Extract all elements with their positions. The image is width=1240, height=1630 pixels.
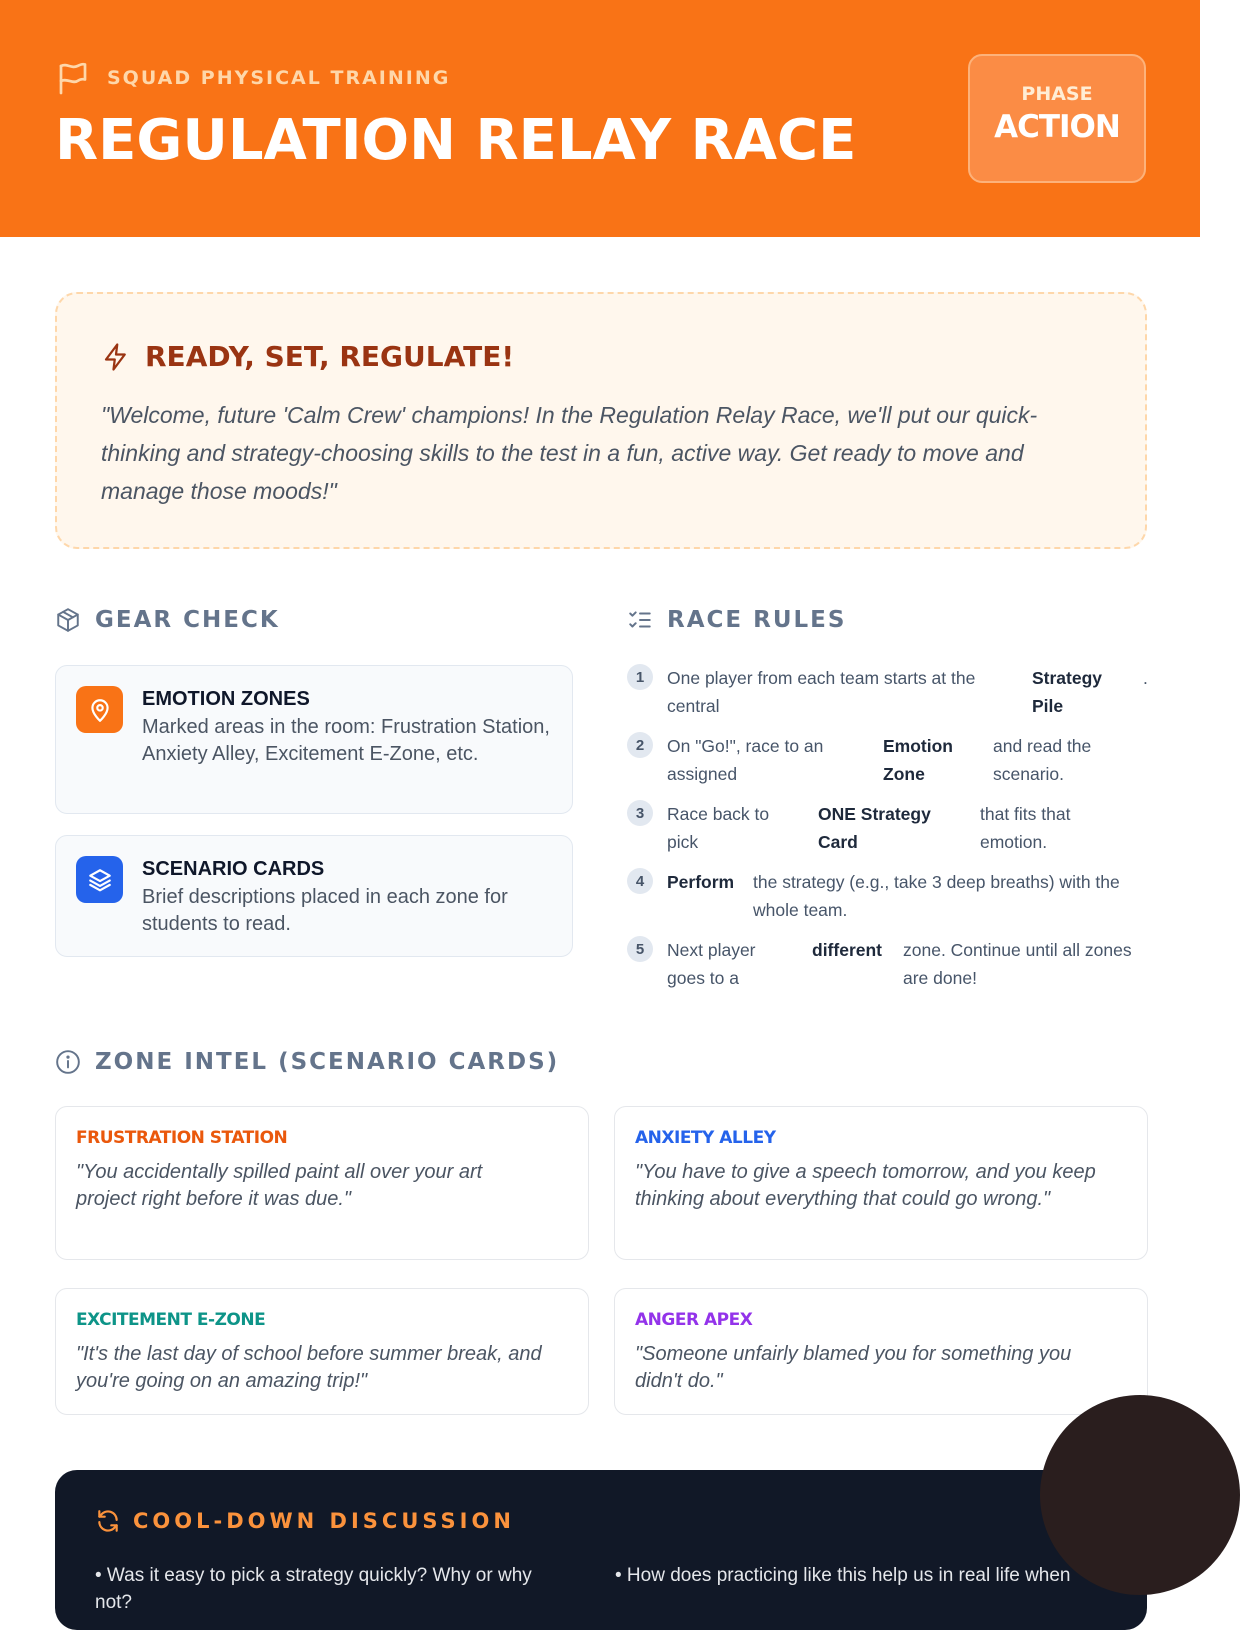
layers-icon xyxy=(87,867,113,893)
discussion-question: • How does practicing like this help us in real life when xyxy=(615,1565,1071,1586)
rule-text: the strategy (e.g., take 3 deep breaths) with the whole team. xyxy=(753,872,1120,920)
lightning-icon xyxy=(101,342,131,372)
flag-icon xyxy=(55,60,91,96)
rule-text: Race back to pick xyxy=(667,804,770,852)
rule-emphasis: Strategy Pile xyxy=(1032,668,1103,716)
rule-text: that fits that emotion. xyxy=(980,804,1071,852)
rule-emphasis: Emotion Zone xyxy=(883,736,953,784)
rule-emphasis: Perform xyxy=(667,872,735,892)
zone-quote: "Someone unfairly blamed you for something you didn't do." xyxy=(635,1343,1072,1392)
gear-name: SCENARIO CARDS xyxy=(142,858,325,880)
zone-quote: "You have to give a speech tomorrow, and you keep thinking about everything that could go wrong." xyxy=(635,1161,1096,1210)
zone-card-anxiety-alley xyxy=(614,1106,1148,1260)
rule-number: 2 xyxy=(627,732,653,758)
zone-card-anger-apex xyxy=(614,1288,1148,1415)
rule-text: . xyxy=(1143,668,1148,688)
rule-number: 4 xyxy=(627,868,653,894)
cool-down-heading xyxy=(95,1508,515,1534)
rule-item xyxy=(627,868,1147,928)
zone-name: FRUSTRATION STATION xyxy=(76,1128,288,1148)
intro-callout xyxy=(55,292,1147,549)
map-pin-icon xyxy=(87,697,113,723)
rule-text: Next player goes to a xyxy=(667,940,756,988)
package-icon xyxy=(55,607,81,633)
phase-badge xyxy=(968,54,1146,183)
gear-card-emotion-zones xyxy=(55,665,573,814)
rule-text: On "Go!", race to an assigned xyxy=(667,736,824,784)
zone-intel-heading xyxy=(55,1049,559,1075)
rule-item xyxy=(627,800,1147,860)
rule-number: 3 xyxy=(627,800,653,826)
info-icon xyxy=(55,1049,81,1075)
zone-quote: "You accidentally spilled paint all over your art project right before it was due." xyxy=(76,1161,483,1210)
rule-item xyxy=(627,732,1147,792)
rule-item xyxy=(627,936,1147,996)
race-rules-heading xyxy=(627,607,846,633)
rule-text: zone. Continue until all zones are done! xyxy=(903,940,1132,988)
zone-quote: "It's the last day of school before summer break, and you're going on an amazing trip!" xyxy=(76,1343,542,1392)
phase-value: ACTION xyxy=(994,109,1120,145)
rule-emphasis: different xyxy=(812,940,882,960)
zone-card-frustration-station xyxy=(55,1106,589,1260)
rule-text: One player from each team starts at the central xyxy=(667,668,976,716)
gear-check-title: GEAR CHECK xyxy=(95,607,280,633)
rule-emphasis: ONE Strategy Card xyxy=(818,804,931,852)
phase-label: PHASE xyxy=(1021,83,1093,105)
rule-text: and read the scenario. xyxy=(993,736,1092,784)
race-rules-title: RACE RULES xyxy=(667,607,847,633)
intro-heading xyxy=(101,340,514,373)
cool-down-title: COOL-DOWN DISCUSSION xyxy=(133,1509,515,1533)
zone-name: ANGER APEX xyxy=(635,1310,753,1330)
gear-check-heading xyxy=(55,607,280,633)
zone-intel-title: ZONE INTEL (SCENARIO CARDS) xyxy=(95,1049,560,1075)
gear-desc: Marked areas in the room: Frustration Station, Anxiety Alley, Excitement E-Zone, etc. xyxy=(142,716,550,765)
page-title: REGULATION RELAY RACE xyxy=(55,108,857,173)
discussion-question: • Was it easy to pick a strategy quickly? Why or why not? xyxy=(95,1565,532,1613)
eyebrow-text: SQUAD PHYSICAL TRAINING xyxy=(107,67,451,89)
gear-name: EMOTION ZONES xyxy=(142,688,310,710)
rule-number: 5 xyxy=(627,936,653,962)
zone-name: EXCITEMENT E-ZONE xyxy=(76,1310,266,1330)
list-checks-icon xyxy=(627,607,653,633)
gear-card-scenario-cards xyxy=(55,835,573,957)
rule-number: 1 xyxy=(627,664,653,690)
header-eyebrow xyxy=(55,60,450,96)
cool-down-panel xyxy=(55,1470,1147,1630)
gear-desc: Brief descriptions placed in each zone for students to read. xyxy=(142,886,508,935)
page-header xyxy=(0,0,1200,237)
refresh-icon xyxy=(95,1508,121,1534)
zone-card-excitement-e-zone xyxy=(55,1288,589,1415)
rule-item xyxy=(627,664,1147,724)
gear-icon-box xyxy=(76,686,123,733)
zone-name: ANXIETY ALLEY xyxy=(635,1128,776,1148)
intro-quote: "Welcome, future 'Calm Crew' champions! In the Regulation Relay Race, we'll put our quick-thinking and strategy-choosing skills to the test in a fun, active way. Get ready to move and manage those moods!" xyxy=(101,402,1038,504)
gear-icon-box xyxy=(76,856,123,903)
intro-title: READY, SET, REGULATE! xyxy=(145,340,515,373)
